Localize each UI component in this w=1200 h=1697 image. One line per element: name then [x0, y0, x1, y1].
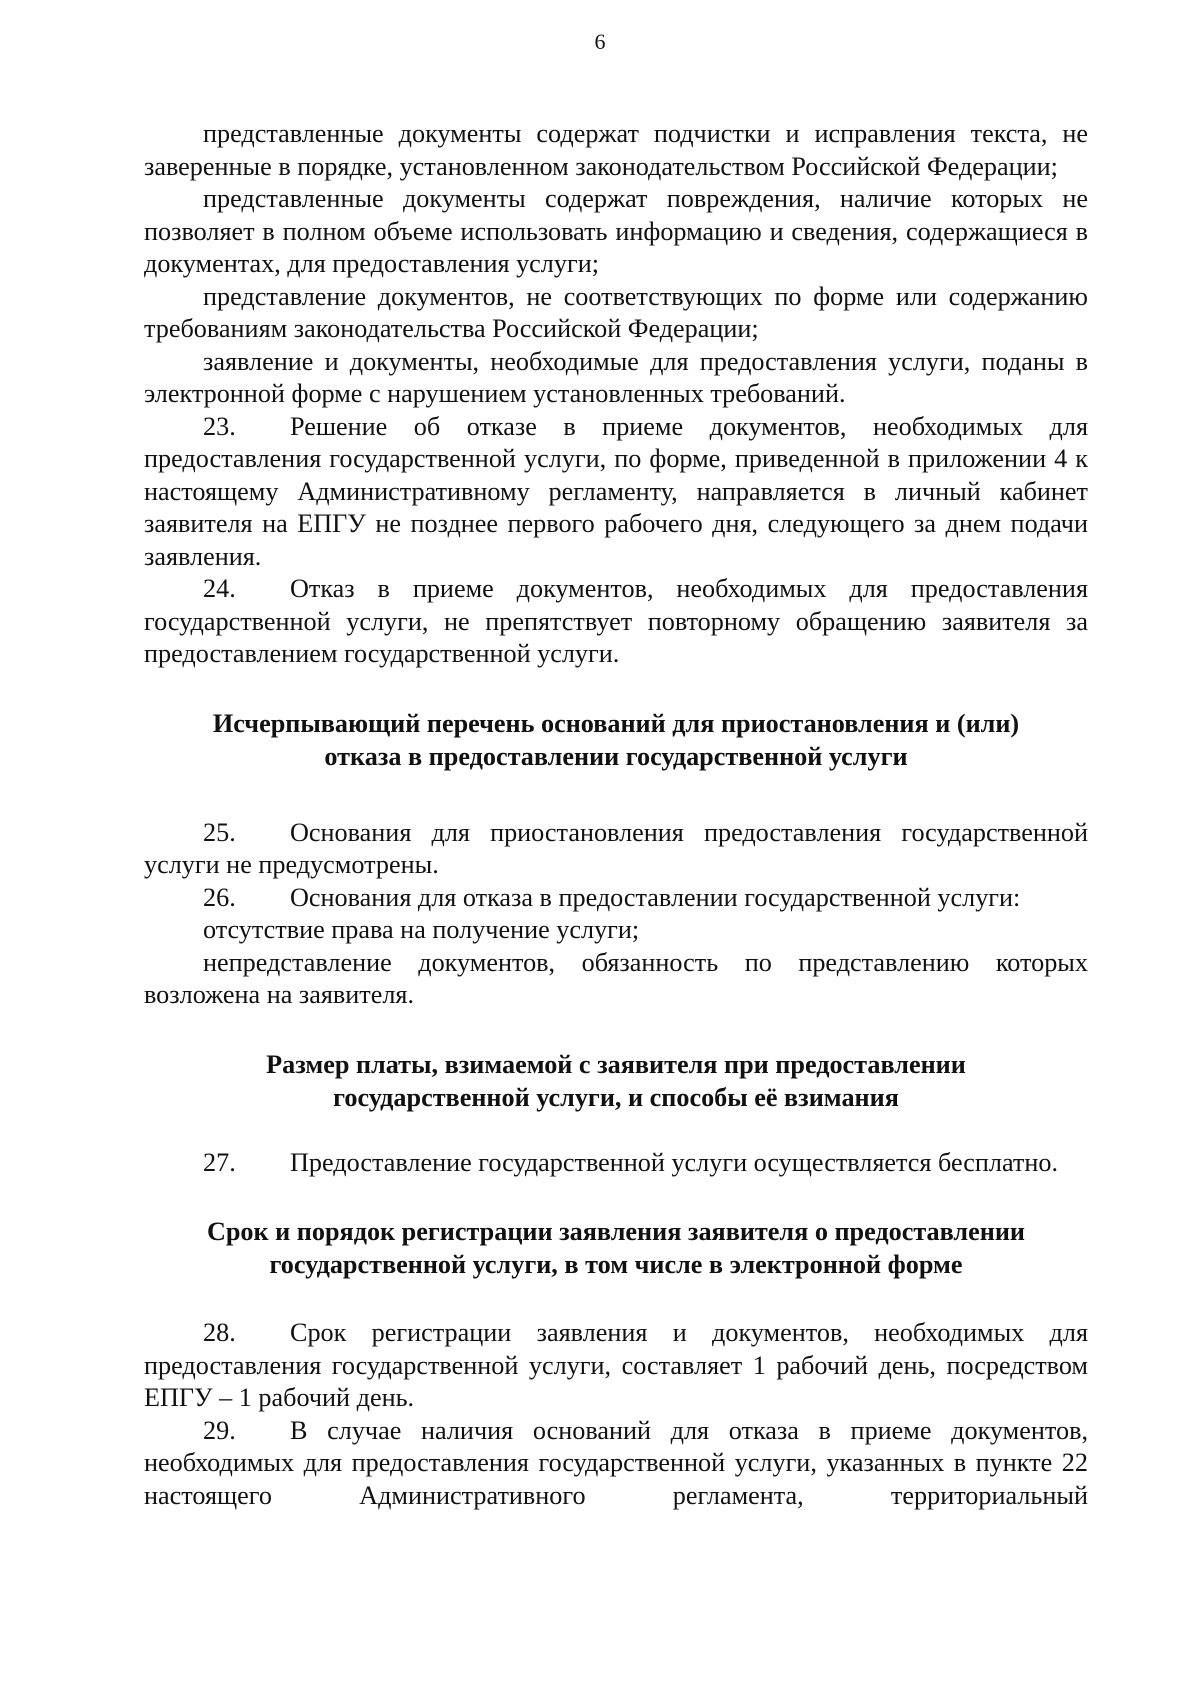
- section-heading-registration: [144, 1215, 1088, 1281]
- heading-line: Размер платы, взимаемой с заявителя при предоставлении: [266, 1049, 966, 1079]
- paragraph-26: [144, 882, 1088, 915]
- section-heading-fee: [144, 1048, 1088, 1114]
- paragraph-number: 27.: [203, 1147, 236, 1177]
- paragraph-no-right: отсутствие права на получение услуги;: [203, 915, 640, 944]
- paragraph-28: [144, 1317, 1088, 1415]
- heading-line: отказа в предоставлении государственной услуги: [324, 741, 908, 771]
- paragraph-form-mismatch: представление документов, не соответствующих по форме или содержанию требованиям законодательства Российской Федерации;: [144, 281, 1088, 343]
- paragraph-text: Основания для приостановления предоставления государственной услуги не предусмотрены.: [144, 817, 1088, 879]
- heading-line: государственной услуги, и способы её взимания: [333, 1082, 899, 1112]
- paragraph-missing-documents: непредставление документов, обязанность по представлению которых возложена на заявителя.: [144, 947, 1088, 1009]
- heading-line: Исчерпывающий перечень оснований для приостановления и (или): [212, 708, 1020, 738]
- paragraph-text: Отказ в приеме документов, необходимых для предоставления государственной услуги, не препятствует повторному обращению заявителя за предоставлением государственной услуги.: [144, 574, 1088, 668]
- paragraph-25: [144, 817, 1088, 882]
- heading-line: государственной услуги, в том числе в электронной форме: [269, 1250, 963, 1279]
- heading-line: Срок и порядок регистрации заявления заявителя о предоставлении: [206, 1217, 1026, 1246]
- page-number: 6: [594, 29, 606, 54]
- paragraph-number: 25.: [203, 817, 236, 847]
- paragraph-27: [144, 1147, 1088, 1180]
- paragraph-number: 28.: [203, 1318, 236, 1347]
- paragraph-24: [144, 573, 1088, 671]
- paragraph-document-damage: представленные документы содержат повреждения, наличие которых не позволяет в полном объеме использовать информацию и сведения, содержащиеся в документах, для предоставления услуги;: [144, 184, 1088, 278]
- paragraph-29: [144, 1415, 1088, 1513]
- paragraph-number: 29.: [203, 1415, 236, 1445]
- paragraph-text: В случае наличия оснований для отказа в приеме документов, необходимых для предоставления государственной услуги, указанных в пункте 22 настоящего Административного регламента, территориальный: [144, 1415, 1088, 1510]
- document-body: [144, 118, 1088, 1512]
- section-heading-grounds: [144, 707, 1088, 773]
- paragraph-23: [144, 411, 1088, 574]
- paragraph-number: 23.: [203, 411, 236, 441]
- paragraph-text: Предоставление государственной услуги осуществляется бесплатно.: [290, 1147, 1059, 1177]
- paragraph-number: 26.: [203, 882, 236, 912]
- paragraph-text: Срок регистрации заявления и документов, необходимых для предоставления государственной услуги, составляет 1 рабочий день, посредством ЕПГУ – 1 рабочий день.: [144, 1318, 1088, 1412]
- paragraph-correction-defects: представленные документы содержат подчистки и исправления текста, не заверенные в порядке, установленном законодательством Российской Федерации;: [144, 119, 1088, 181]
- paragraph-text: Решение об отказе в приеме документов, необходимых для предоставления государственной услуги, по форме, приведенной в приложении 4 к настоящему Административному регламенту, направляется в личный кабинет заявителя на ЕПГУ не позднее первого рабочего дня, следующего за днем подачи заявления.: [144, 411, 1088, 571]
- paragraph-number: 24.: [203, 574, 236, 603]
- paragraph-text: Основания для отказа в предоставлении государственной услуги:: [290, 882, 1021, 912]
- paragraph-electronic-violation: заявление и документы, необходимые для предоставления услуги, поданы в электронной форме с нарушением установленных требований.: [144, 346, 1088, 408]
